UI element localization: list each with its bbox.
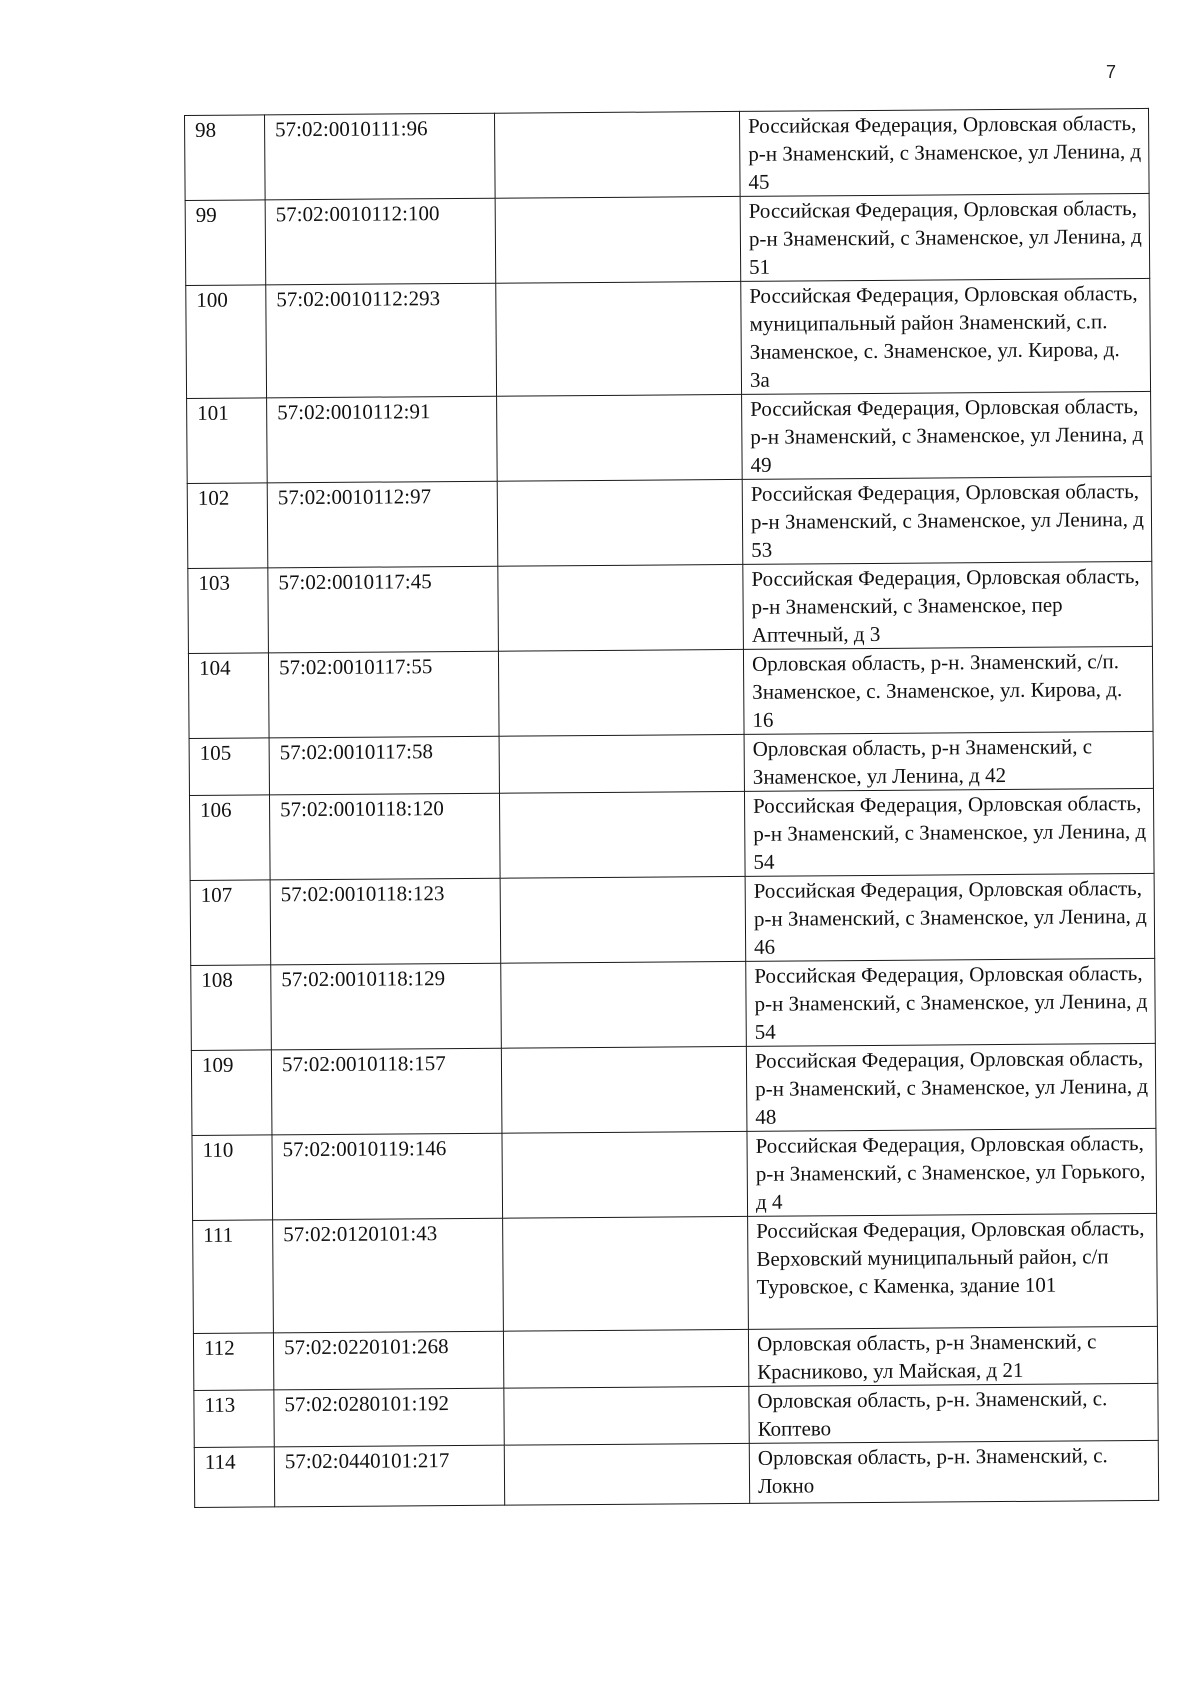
address-cell: Российская Федерация, Орловская область, р-н Знаменский, с Знаменское, ул Ленина, д 46 bbox=[745, 873, 1155, 961]
table-row bbox=[190, 873, 1155, 965]
row-number: 111 bbox=[193, 1220, 274, 1334]
property-registry-table bbox=[184, 108, 1159, 1508]
address-cell: Российская Федерация, Орловская область, р-н Знаменский, с Знаменское, ул Ленина, д 54 bbox=[746, 958, 1156, 1046]
row-number: 98 bbox=[185, 115, 266, 201]
cadastral-number: 57:02:0010112:100 bbox=[265, 198, 496, 285]
address-cell: Российская Федерация, Орловская область, р-н Знаменский, с Знаменское, ул Горького, д 4 bbox=[747, 1128, 1157, 1216]
cadastral-number: 57:02:0220101:268 bbox=[273, 1331, 503, 1390]
empty-cell bbox=[504, 1386, 749, 1445]
table-row bbox=[187, 391, 1152, 483]
empty-cell bbox=[497, 394, 743, 481]
cadastral-number: 57:02:0010118:120 bbox=[269, 793, 500, 880]
table-row bbox=[191, 1043, 1156, 1135]
row-number: 101 bbox=[187, 398, 268, 484]
table-row bbox=[187, 476, 1152, 568]
empty-cell bbox=[496, 281, 742, 396]
row-number: 108 bbox=[191, 965, 272, 1051]
empty-cell bbox=[503, 1216, 749, 1331]
table-row bbox=[186, 278, 1151, 398]
address-cell: Орловская область, р-н. Знаменский, с. Коптево bbox=[749, 1383, 1158, 1443]
table-row bbox=[193, 1213, 1158, 1333]
address-cell: Российская Федерация, Орловская область, р-н Знаменский, с Знаменское, ул Ленина, д 51 bbox=[740, 193, 1150, 281]
empty-cell bbox=[502, 1131, 748, 1218]
row-number: 104 bbox=[188, 653, 269, 739]
empty-cell bbox=[499, 734, 744, 793]
address-cell: Российская Федерация, Орловская область, Верховский муниципальный район, с/п Туровское, с Каменка, здание 101 bbox=[748, 1213, 1158, 1329]
address-cell: Российская Федерация, Орловская область, р-н Знаменский, с Знаменское, ул Ленина, д 45 bbox=[739, 108, 1149, 196]
cadastral-number: 57:02:0010117:55 bbox=[268, 651, 499, 738]
row-number: 113 bbox=[194, 1390, 274, 1448]
row-number: 107 bbox=[190, 880, 271, 966]
empty-cell bbox=[499, 791, 745, 878]
table-body bbox=[185, 108, 1159, 1507]
row-number: 106 bbox=[189, 795, 270, 881]
row-number: 102 bbox=[187, 483, 268, 569]
cadastral-number: 57:02:0120101:43 bbox=[273, 1218, 504, 1333]
row-number: 105 bbox=[189, 738, 269, 796]
table-row bbox=[194, 1440, 1158, 1507]
cadastral-number: 57:02:0010112:97 bbox=[267, 481, 498, 568]
cadastral-number: 57:02:0010118:157 bbox=[271, 1048, 502, 1135]
empty-cell bbox=[497, 479, 743, 566]
cadastral-number: 57:02:0280101:192 bbox=[274, 1388, 504, 1447]
address-cell: Российская Федерация, Орловская область, р-н Знаменский, с Знаменское, ул Ленина, д 53 bbox=[742, 476, 1152, 564]
row-number: 114 bbox=[194, 1447, 274, 1508]
table-row bbox=[192, 1128, 1157, 1220]
table-row bbox=[189, 731, 1153, 795]
address-cell: Орловская область, р-н Знаменский, с Красниково, ул Майская, д 21 bbox=[748, 1326, 1157, 1386]
table-row bbox=[191, 958, 1156, 1050]
table-row bbox=[193, 1326, 1157, 1390]
cadastral-number: 57:02:0010119:146 bbox=[272, 1133, 503, 1220]
cadastral-number: 57:02:0010118:123 bbox=[270, 878, 501, 965]
row-number: 100 bbox=[186, 285, 267, 399]
row-number: 112 bbox=[193, 1333, 273, 1391]
empty-cell bbox=[498, 564, 744, 651]
cadastral-number: 57:02:0010117:45 bbox=[268, 566, 499, 653]
row-number: 103 bbox=[188, 568, 269, 654]
address-cell: Орловская область, р-н. Знаменский, с. Локно bbox=[749, 1440, 1158, 1503]
empty-cell bbox=[501, 1046, 747, 1133]
address-cell: Российская Федерация, Орловская область, р-н Знаменский, с Знаменское, пер Аптечный, д 3 bbox=[743, 561, 1153, 649]
empty-cell bbox=[501, 961, 747, 1048]
empty-cell bbox=[503, 1329, 748, 1388]
table-row bbox=[188, 646, 1153, 738]
row-number: 109 bbox=[191, 1050, 272, 1136]
cadastral-number: 57:02:0010112:91 bbox=[267, 396, 498, 483]
address-cell: Российская Федерация, Орловская область, р-н Знаменский, с Знаменское, ул Ленина, д 48 bbox=[746, 1043, 1156, 1131]
empty-cell bbox=[494, 111, 740, 198]
table-row bbox=[185, 193, 1150, 285]
page-number: 7 bbox=[1106, 62, 1117, 82]
address-cell: Орловская область, р-н. Знаменский, с/п. Знаменское, с. Знаменское, ул. Кирова, д. 16 bbox=[743, 646, 1153, 734]
cadastral-number: 57:02:0010118:129 bbox=[271, 963, 502, 1050]
cadastral-number: 57:02:0010112:293 bbox=[266, 283, 497, 398]
table-row bbox=[188, 561, 1153, 653]
cadastral-number: 57:02:0010111:96 bbox=[265, 113, 496, 200]
cadastral-number: 57:02:0010117:58 bbox=[269, 736, 499, 795]
address-cell: Российская Федерация, Орловская область, муниципальный район Знаменский, с.п. Знаменское, с. Знаменское, ул. Кирова, д. 3а bbox=[741, 278, 1151, 394]
table-row bbox=[185, 108, 1150, 200]
row-number: 110 bbox=[192, 1135, 273, 1221]
cadastral-number: 57:02:0440101:217 bbox=[274, 1445, 504, 1507]
row-number: 99 bbox=[185, 200, 266, 286]
table-row bbox=[194, 1383, 1158, 1447]
empty-cell bbox=[504, 1443, 749, 1505]
address-cell: Российская Федерация, Орловская область, р-н Знаменский, с Знаменское, ул Ленина, д 49 bbox=[742, 391, 1152, 479]
empty-cell bbox=[498, 649, 744, 736]
address-cell: Орловская область, р-н Знаменский, с Знаменское, ул Ленина, д 42 bbox=[744, 731, 1153, 791]
empty-cell bbox=[495, 196, 741, 283]
address-cell: Российская Федерация, Орловская область, р-н Знаменский, с Знаменское, ул Ленина, д 54 bbox=[744, 788, 1154, 876]
table-row bbox=[189, 788, 1154, 880]
empty-cell bbox=[500, 876, 746, 963]
